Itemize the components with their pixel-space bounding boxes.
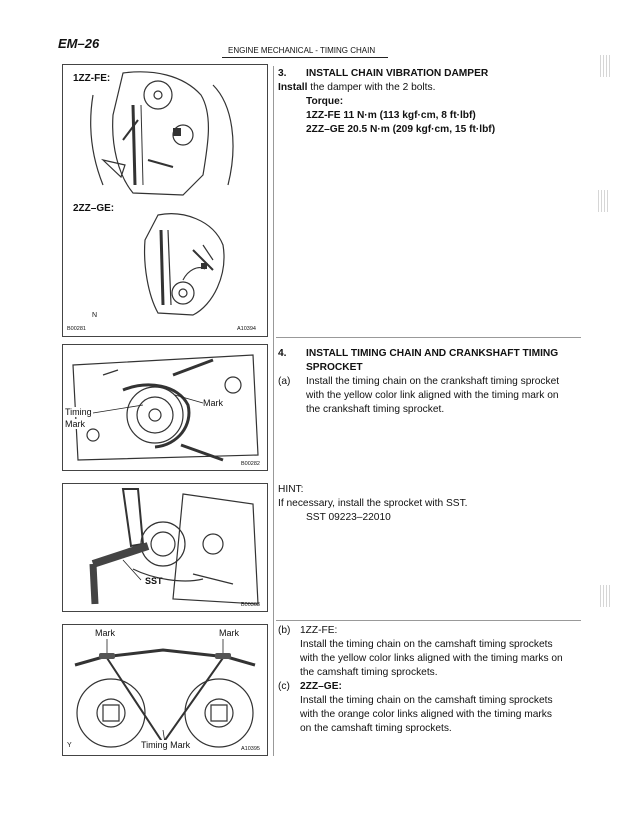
step-b-engine: 1ZZ-FE:: [300, 625, 338, 636]
step3-line1-bold: Install: [278, 82, 308, 93]
fig3-code: B00303: [241, 602, 260, 608]
fig4-y-label: Y: [67, 742, 72, 749]
step3-line1: [278, 81, 435, 95]
fig1-label-2zz: 2ZZ–GE:: [73, 203, 115, 214]
scan-artifact: [600, 55, 612, 77]
cam-sprocket-illustration: [63, 625, 267, 755]
step-c-line2: with the orange color links aligned with the timing marks: [300, 709, 552, 720]
step-b-line1: Install the timing chain on the camshaft timing sprockets: [300, 639, 553, 650]
torque-2zz: 2ZZ–GE 20.5 N·m (209 kgf·cm, 15 ft·lbf): [306, 124, 496, 135]
step4-title-2: SPROCKET: [306, 362, 363, 373]
figure-cam-sprockets: [62, 624, 268, 756]
sst-illustration: [63, 484, 267, 611]
section-header-text: ENGINE MECHANICAL - TIMING CHAIN: [228, 46, 376, 55]
column-divider: [273, 66, 274, 756]
fig2-code: B00282: [241, 461, 260, 467]
page-number: EM–26: [58, 36, 100, 51]
step4a-line2: with the yellow color link aligned with the timing mark on: [306, 390, 559, 401]
step-b-line2: with the yellow color links aligned with the timing marks on: [300, 653, 563, 664]
scan-artifact: [600, 585, 612, 607]
fig4-code: A10395: [241, 746, 260, 752]
figure-damper-install: [62, 64, 268, 337]
section-divider: [276, 337, 581, 338]
fig3-sst-label: SST: [145, 576, 163, 586]
fig1-label-1zz: 1ZZ-FE:: [73, 73, 111, 84]
hint-title: HINT:: [278, 484, 304, 495]
step4a-mark: (a): [278, 376, 291, 387]
torque-1zz: 1ZZ-FE 11 N·m (113 kgf·cm, 8 ft·lbf): [306, 110, 476, 121]
step4a-line3: the crankshaft timing sprocket.: [306, 404, 445, 415]
step4-title-1: INSTALL TIMING CHAIN AND CRANKSHAFT TIMING: [306, 348, 559, 359]
step3-number: 3.: [278, 68, 287, 79]
fig2-timing-label-2: Mark: [65, 419, 85, 429]
step-c-engine: 2ZZ–GE:: [300, 681, 342, 692]
fig1-code-right: A10394: [237, 326, 256, 332]
fig1-code-left: B00281: [67, 326, 86, 332]
section-header: [228, 46, 375, 55]
step-b-line3: the camshaft timing sprockets.: [300, 667, 438, 678]
scan-artifact: [598, 190, 610, 212]
step4a-line1: Install the timing chain on the crankshaft timing sprocket: [306, 376, 560, 387]
figure-sst-install: [62, 483, 268, 612]
fig4-mark-right: Mark: [219, 628, 239, 638]
fig4-mark-left: Mark: [95, 628, 115, 638]
engine-illustration: [63, 65, 267, 336]
step4-number: 4.: [278, 348, 287, 359]
step-c-mark: (c): [278, 681, 290, 692]
fig2-mark-label: Mark: [203, 398, 223, 408]
step-c-line1: Install the timing chain on the camshaft timing sprockets: [300, 695, 553, 706]
step3-title: INSTALL CHAIN VIBRATION DAMPER: [306, 68, 489, 79]
fig1-n-label: N: [92, 312, 98, 319]
fig2-timing-label-1: Timing: [65, 407, 92, 417]
figure-crank-sprocket: [62, 344, 268, 471]
step3-line1-rest: the damper with the 2 bolts.: [307, 82, 436, 93]
step-b-mark: (b): [278, 625, 291, 636]
section-divider: [276, 620, 581, 621]
torque-label: Torque:: [306, 96, 344, 107]
fig4-timing-mark: Timing Mark: [141, 740, 191, 750]
hint-sst: SST 09223–22010: [306, 512, 391, 523]
step-c-line3: on the camshaft timing sprockets.: [300, 723, 452, 734]
hint-line: If necessary, install the sprocket with SST.: [278, 498, 468, 509]
header-rule: [222, 57, 388, 58]
crank-sprocket-illustration: [63, 345, 267, 470]
